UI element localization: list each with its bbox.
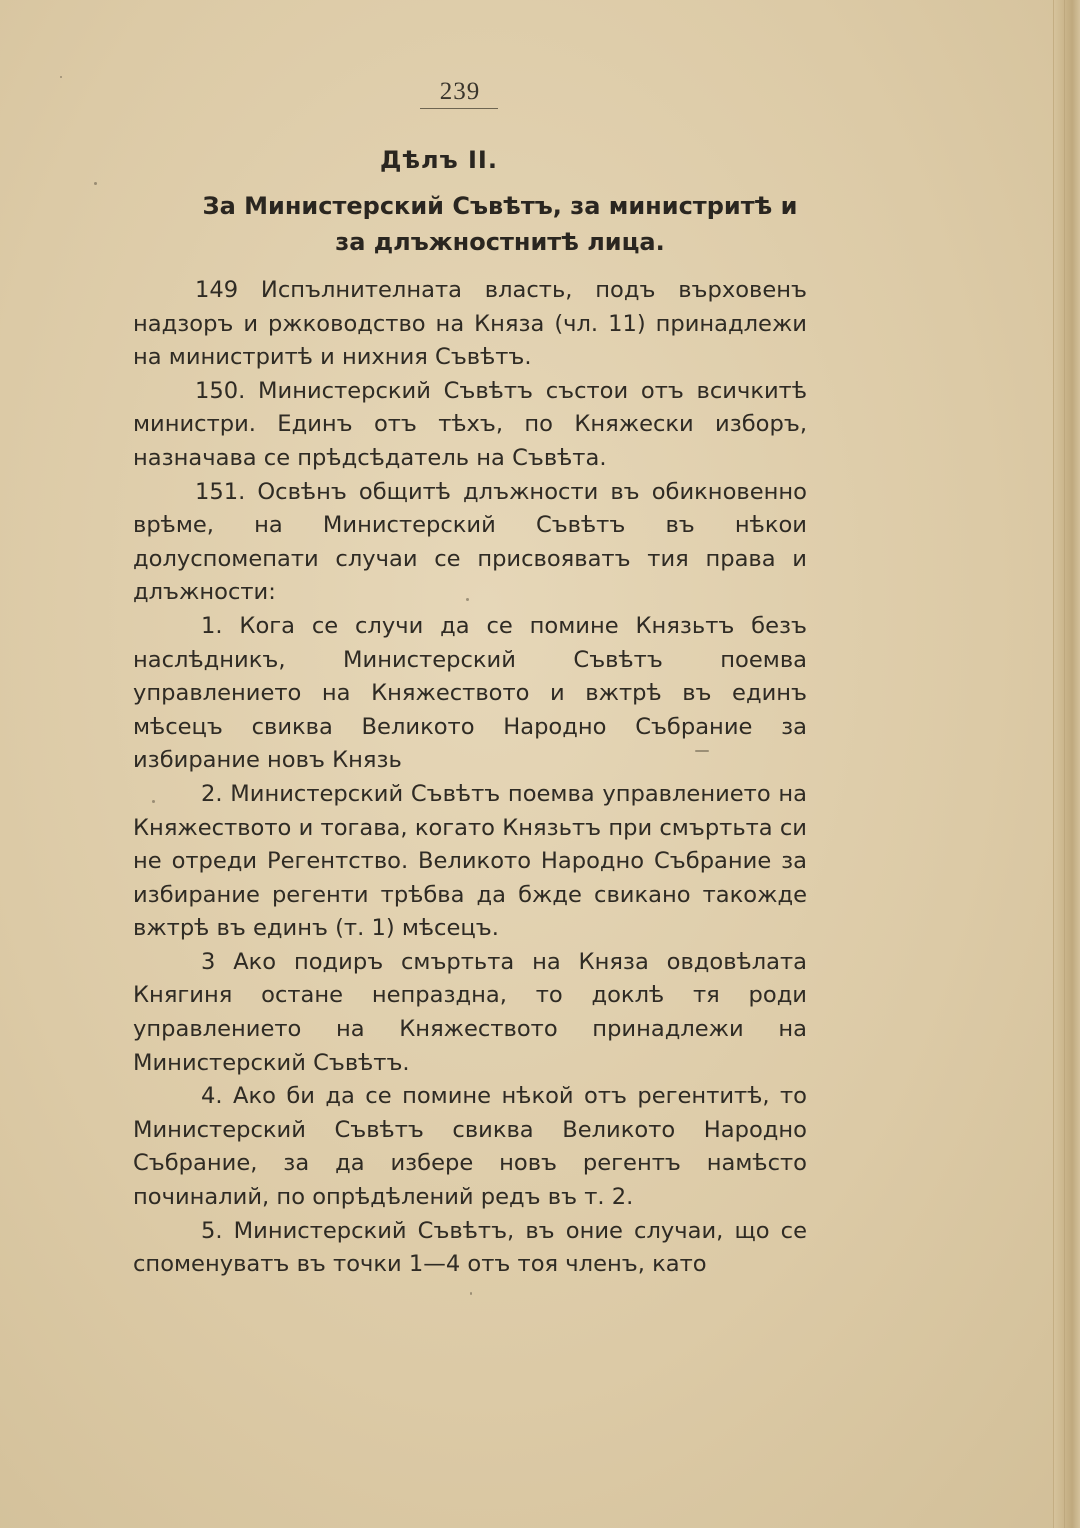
item-4: 4. Ако би да се помине нѣкой отъ регентитѣ, то Министерский Съвѣтъ свиква Великото Народно Събрание, за да избере новъ регентъ намѣсто починалий, по опрѣдѣлений редъ въ т. 2. (133, 1083, 807, 1211)
heading-line-1: За Министерский Съвѣтъ, за министритѣ и (202, 192, 798, 220)
page-number: 239 (439, 78, 481, 105)
page-edge (1053, 0, 1080, 1528)
article-151: 151. Освѣнъ общитѣ длъжности въ обикновенно врѣме, на Министерский Съвѣтъ въ нѣкои долуспомепати случаи се присвояватъ тия права и длъжности: (133, 478, 807, 606)
paper-speck (466, 598, 469, 601)
paper-speck (152, 800, 155, 803)
body-text (133, 274, 807, 1282)
section-title: Дѣлъ II. (380, 146, 498, 174)
paper-speck (695, 750, 709, 752)
article-149: 149 Испълнителната власть, подъ върховенъ надзоръ и ржководство на Княза (чл. 11) принадлежи на министритѣ и нихния Съвѣтъ. (133, 277, 807, 371)
article-150: 150. Министерский Съвѣтъ състои отъ всичкитѣ министри. Единъ отъ тѣхъ, по Княжески изборъ, назначава се прѣдсѣдатель на Съвѣта. (133, 377, 807, 471)
item-3: 3 Ако подиръ смъртьта на Княза овдовѣлата Княгиня остане непраздна, то доклѣ тя роди управлението на Княжеството принадлежи на Министерский Съвѣтъ. (133, 948, 807, 1076)
chapter-heading (150, 188, 850, 260)
paper-speck (470, 1292, 472, 1295)
paper-speck (60, 76, 62, 78)
page-number-rule (420, 108, 498, 109)
paper-speck (94, 182, 97, 185)
item-5: 5. Министерский Съвѣтъ, въ оние случаи, що се споменуватъ въ точки 1—4 отъ тоя членъ, като (133, 1217, 807, 1278)
item-1: 1. Кога се случи да се помине Князьтъ безъ наслѣдникъ, Министерский Съвѣтъ поемва управлението на Княжеството и вжтрѣ въ единъ мѣсецъ свиква Великото Народно Събрание за избирание новъ Князь (133, 612, 807, 774)
heading-line-2: за длъжностнитѣ лица. (335, 228, 665, 256)
item-2: 2. Министерский Съвѣтъ поемва управлението на Княжеството и тогава, когато Князьтъ при смъртьта си не отреди Регентство. Великото Народно Събрание за избирание регенти трѣбва да бжде свикано такожде вжтрѣ въ единъ (т. 1) мѣсецъ. (133, 780, 807, 942)
